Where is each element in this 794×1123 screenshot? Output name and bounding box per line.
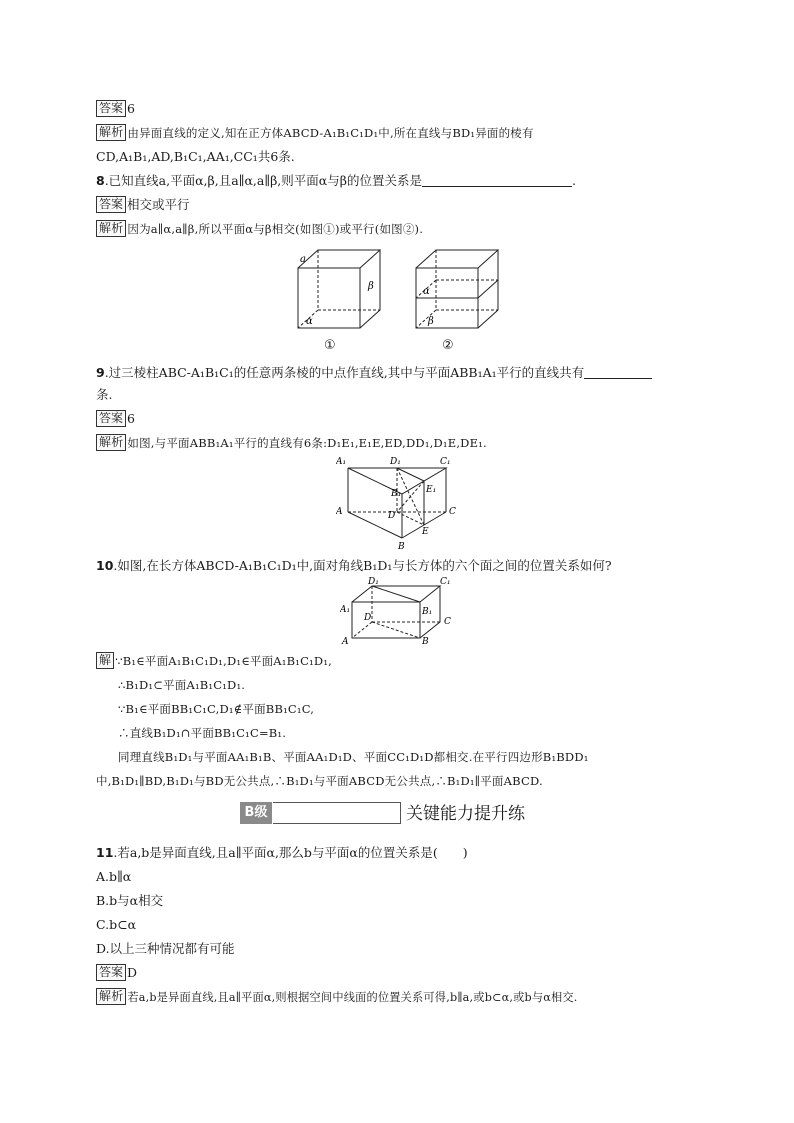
plane-beta-label: β: [428, 316, 434, 327]
q9-stem-line-1: [96, 364, 652, 382]
section-title: 关键能力提升练: [406, 804, 525, 824]
q10-solution-line-3: ∵B₁∈平面BB₁C₁C,D₁∉平面BB₁C₁C,: [118, 702, 315, 716]
q9-stem-line-2: 条.: [96, 387, 113, 402]
q9-stem-text: .过三棱柱ABC-A₁B₁C₁的任意两条棱的中点作直线,其中与平面ABB₁A₁平行的直线共有: [104, 365, 585, 380]
analysis-tag: 解析: [96, 124, 126, 141]
q8-stem: [96, 172, 576, 190]
vertex-c1-label: C₁: [440, 457, 451, 467]
q11-option-b: B.b与α相交: [96, 893, 164, 908]
vertex-b-label: B: [422, 637, 429, 646]
q7-analysis-1: 由异面直线的定义,知在正方体ABCD-A₁B₁C₁D₁中,所在直线与BD₁异面的棱有: [127, 126, 534, 140]
answer-tag: 答案: [96, 964, 126, 981]
q10-solution-line-1: [96, 652, 332, 670]
vertex-c1-label: C₁: [440, 577, 451, 587]
q10-stem-text: .如图,在长方体ABCD-A₁B₁C₁D₁中,面对角线B₁D₁与长方体的六个面之间的位置关系如何?: [113, 558, 612, 573]
answer-tag: 答案: [96, 100, 126, 117]
q7-answer: 6: [127, 101, 135, 116]
q10-solution-line-6: 中,B₁D₁∥BD,B₁D₁与BD无公共点,∴B₁D₁与平面ABCD无公共点,∴B₁D₁∥平面ABCD.: [96, 774, 543, 788]
plane-alpha-label: α: [306, 316, 313, 327]
figure-2-caption: ②: [442, 338, 454, 353]
answer-tag: 答案: [96, 196, 126, 213]
q9-answer-line: [96, 410, 135, 428]
q10-solution-1: ∵B₁∈平面A₁B₁C₁D₁,D₁∈平面A₁B₁C₁D₁,: [115, 654, 332, 668]
q10-stem: [96, 557, 612, 575]
q8-stem-text: .已知直线a,平面α,β,且a∥α,a∥β,则平面α与β的位置关系是: [104, 173, 422, 188]
vertex-d-label: D: [364, 613, 372, 623]
vertex-a1-label: A₁: [340, 605, 351, 615]
cube-figure-1: [290, 244, 390, 334]
vertex-e-label: E: [422, 527, 429, 537]
q9-analysis-line: [96, 434, 487, 452]
q8-analysis: 因为a∥α,a∥β,所以平面α与β相交(如图①)或平行(如图②).: [127, 222, 424, 236]
q8-answer: 相交或平行: [127, 197, 190, 212]
vertex-a-label: A: [336, 507, 343, 517]
cube-figure-2: [408, 244, 508, 334]
solution-tag: 解: [96, 652, 114, 669]
vertex-e1-label: E₁: [426, 485, 437, 495]
vertex-c-label: C: [449, 507, 456, 517]
q10-solution-line-4: ∴直线B₁D₁∩平面BB₁C₁C=B₁.: [118, 726, 287, 740]
figure-1-caption: ①: [324, 338, 336, 353]
box-figure: [340, 574, 458, 646]
q11-analysis-line: [96, 988, 578, 1007]
line-a-label: a: [300, 254, 306, 265]
q8-answer-line: [96, 196, 190, 214]
q11-stem: [96, 844, 468, 862]
q10-number: 10: [96, 558, 114, 573]
vertex-a1-label: A₁: [336, 457, 347, 467]
q7-answer-line: [96, 100, 135, 118]
analysis-tag: 解析: [96, 434, 126, 451]
q11-option-a: A.b∥α: [96, 869, 132, 884]
q11-stem-text: .若a,b是异面直线,且a∥平面α,那么b与平面α的位置关系是( ): [113, 845, 468, 860]
section-bar: [273, 802, 401, 824]
q8-number: 8: [96, 173, 105, 188]
q8-stem-end: .: [571, 173, 576, 188]
q11-answer: D: [127, 965, 138, 980]
analysis-tag: 解析: [96, 220, 126, 237]
q11-option-d: D.以上三种情况都有可能: [96, 941, 235, 956]
q11-analysis: 若a,b是异面直线,且a∥平面α,则根据空间中线面的位置关系可得,b∥a,或b⊂α,或b与α相交.: [127, 991, 578, 1004]
vertex-a-label: A: [342, 637, 349, 646]
q9-answer: 6: [127, 411, 135, 426]
q9-blank: [584, 366, 652, 379]
q7-analysis-line-1: [96, 124, 534, 142]
q8-analysis-line: [96, 220, 423, 238]
vertex-b1-label: B₁: [422, 607, 433, 617]
analysis-tag: 解析: [96, 988, 126, 1005]
q7-analysis-line-2: CD,A₁B₁,AD,B₁C₁,AA₁,CC₁共6条.: [96, 149, 295, 164]
vertex-d1-label: D₁: [368, 577, 379, 587]
vertex-d-label: D: [388, 511, 396, 521]
q11-answer-line: [96, 964, 137, 982]
q10-solution-line-2: ∴B₁D₁⊂平面A₁B₁C₁D₁.: [118, 678, 246, 692]
q9-number: 9: [96, 365, 105, 380]
q8-blank: [422, 174, 572, 187]
section-badge: B级: [240, 802, 272, 824]
q11-number: 11: [96, 845, 114, 860]
vertex-b1-label: B₁: [391, 489, 402, 499]
vertex-b-label: B: [398, 542, 405, 550]
answer-tag: 答案: [96, 410, 126, 427]
vertex-c-label: C: [444, 617, 451, 627]
vertex-d1-label: D₁: [390, 457, 401, 467]
prism-figure: [336, 454, 462, 550]
q11-option-c: C.b⊂α: [96, 917, 137, 932]
q10-solution-line-5: 同理直线B₁D₁与平面AA₁B₁B、平面AA₁D₁D、平面CC₁D₁D都相交.在平行四边形B₁BDD₁: [118, 750, 589, 764]
plane-beta-label: β: [368, 281, 374, 292]
q9-analysis: 如图,与平面ABB₁A₁平行的直线有6条:D₁E₁,E₁E,ED,DD₁,D₁E,DE₁.: [127, 436, 487, 450]
plane-alpha-label: α: [423, 286, 430, 297]
